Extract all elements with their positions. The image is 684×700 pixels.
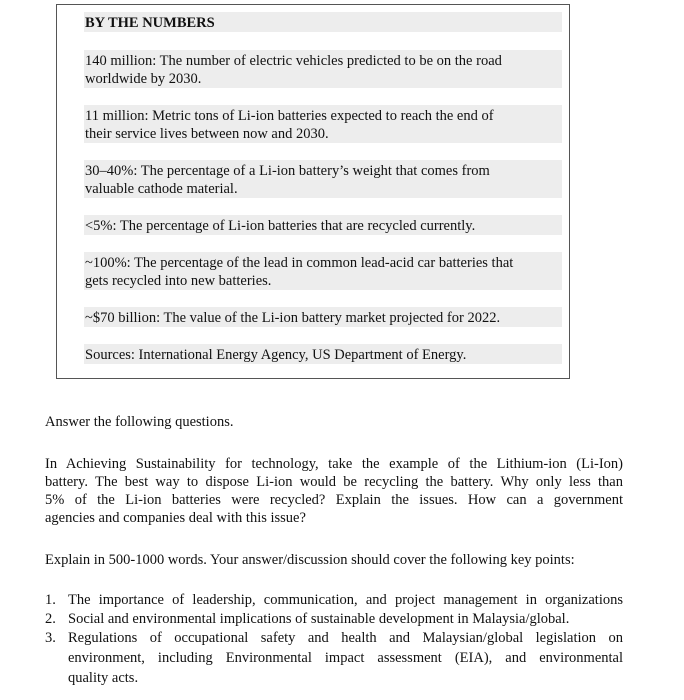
instructions: Answer the following questions. <box>45 414 234 430</box>
item-2-line-1: 11 million: Metric tons of Li-ion batteries expected to reach the end of <box>85 108 494 124</box>
item-5-line-1: ~100%: The percentage of the lead in common lead-acid car batteries that <box>85 255 514 271</box>
item-3-line-1: 30–40%: The percentage of a Li-ion battery’s weight that comes from <box>85 163 490 179</box>
box-title: BY THE NUMBERS <box>85 15 215 31</box>
point-3-number: 3. <box>45 630 56 646</box>
item-4-line-1: <5%: The percentage of Li-ion batteries that are recycled currently. <box>85 218 476 234</box>
point-1-line-1: The importance of leadership, communication, and project management in organizations <box>68 592 623 608</box>
point-2-number: 2. <box>45 611 56 627</box>
item-5-line-2: gets recycled into new batteries. <box>85 273 272 289</box>
question-line-3: 5% of the Li-ion batteries were recycled? Explain the issues. How can a government <box>45 492 623 508</box>
item-3-line-2: valuable cathode material. <box>85 181 238 197</box>
item-1-line-2: worldwide by 2030. <box>85 71 202 87</box>
sources-line: Sources: International Energy Agency, US Department of Energy. <box>85 347 467 363</box>
question-line-2: battery. The best way to dispose Li-ion would be recycling the battery. Why only less than <box>45 474 623 490</box>
item-1-line-1: 140 million: The number of electric vehicles predicted to be on the road <box>85 53 502 69</box>
point-3-line-2: environment, including Environmental impact assessment (EIA), and environmental <box>68 650 623 666</box>
explain-instructions: Explain in 500-1000 words. Your answer/discussion should cover the following key points: <box>45 552 575 568</box>
question-line-4: agencies and companies deal with this issue? <box>45 510 306 526</box>
point-3-line-3: quality acts. <box>68 670 139 686</box>
point-2-line-1: Social and environmental implications of sustainable development in Malaysia/global. <box>68 611 570 627</box>
item-6-line-1: ~$70 billion: The value of the Li-ion battery market projected for 2022. <box>85 310 501 326</box>
item-2-line-2: their service lives between now and 2030. <box>85 126 329 142</box>
question-line-1: In Achieving Sustainability for technology, take the example of the Lithium-ion (Li-Ion) <box>45 456 623 472</box>
point-1-number: 1. <box>45 592 56 608</box>
point-3-line-1: Regulations of occupational safety and health and Malaysian/global legislation on <box>68 630 623 646</box>
